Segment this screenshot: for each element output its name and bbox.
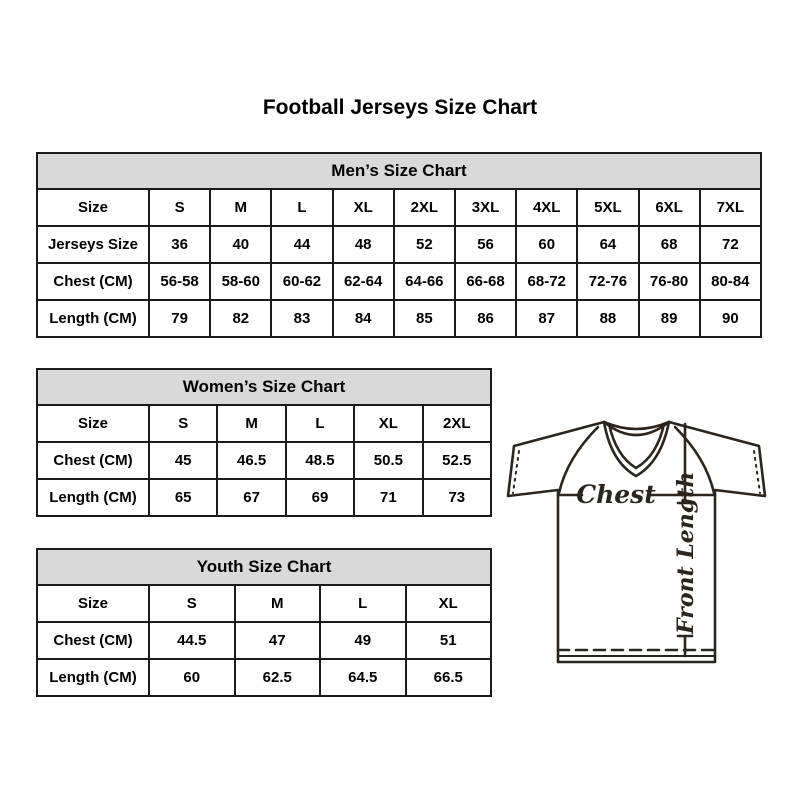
table-cell: 66.5: [406, 659, 492, 696]
table-cell: 86: [455, 300, 516, 337]
table-cell: 52.5: [423, 442, 491, 479]
mens-size-table: [36, 152, 762, 338]
table-cell: L: [286, 405, 354, 442]
table-cell: 66-68: [455, 263, 516, 300]
table-cell: 60-62: [271, 263, 332, 300]
table-row: [37, 622, 491, 659]
table-cell: 2XL: [423, 405, 491, 442]
table-cell: 7XL: [700, 189, 761, 226]
table-cell: 64.5: [320, 659, 406, 696]
row-header-cell: Jerseys Size: [37, 226, 149, 263]
front-length-label: Front Length: [673, 471, 699, 634]
table-row: [37, 263, 761, 300]
table-cell: 72-76: [577, 263, 638, 300]
table-cell: 84: [333, 300, 394, 337]
table-cell: S: [149, 585, 235, 622]
table-cell: 67: [217, 479, 285, 516]
table-cell: 87: [516, 300, 577, 337]
table-cell: 88: [577, 300, 638, 337]
row-header-cell: Size: [37, 405, 149, 442]
table-cell: 89: [639, 300, 700, 337]
table-cell: 80-84: [700, 263, 761, 300]
table-cell: 73: [423, 479, 491, 516]
table-cell: 85: [394, 300, 455, 337]
table-cell: 64-66: [394, 263, 455, 300]
table-cell: M: [235, 585, 321, 622]
table-cell: 47: [235, 622, 321, 659]
table-cell: S: [149, 189, 210, 226]
table-row: [37, 226, 761, 263]
table-cell: S: [149, 405, 217, 442]
table-cell: 79: [149, 300, 210, 337]
chest-label: Chest: [576, 480, 656, 509]
table-cell: 51: [406, 622, 492, 659]
table-cell: 68: [639, 226, 700, 263]
table-cell: 4XL: [516, 189, 577, 226]
row-header-cell: Length (CM): [37, 479, 149, 516]
table-cell: 62-64: [333, 263, 394, 300]
table-cell: 52: [394, 226, 455, 263]
table-cell: 83: [271, 300, 332, 337]
table-cell: M: [217, 405, 285, 442]
table-row: [37, 405, 491, 442]
table-cell: 65: [149, 479, 217, 516]
table-cell: 58-60: [210, 263, 271, 300]
mens-size-table-title: Men’s Size Chart: [37, 153, 761, 189]
table-cell: 48: [333, 226, 394, 263]
table-cell: 72: [700, 226, 761, 263]
table-cell: 56-58: [149, 263, 210, 300]
youth-size-table: [36, 548, 492, 697]
table-cell: 82: [210, 300, 271, 337]
table-cell: 60: [516, 226, 577, 263]
table-row: [37, 442, 491, 479]
table-cell: 64: [577, 226, 638, 263]
table-cell: 50.5: [354, 442, 422, 479]
table-cell: 76-80: [639, 263, 700, 300]
table-cell: L: [271, 189, 332, 226]
table-row: [37, 300, 761, 337]
table-row: [37, 189, 761, 226]
table-cell: 40: [210, 226, 271, 263]
table-cell: 68-72: [516, 263, 577, 300]
row-header-cell: Chest (CM): [37, 263, 149, 300]
table-row: [37, 479, 491, 516]
table-cell: XL: [333, 189, 394, 226]
table-row: [37, 659, 491, 696]
table-cell: 3XL: [455, 189, 516, 226]
page-title: Football Jerseys Size Chart: [262, 96, 538, 119]
table-cell: 2XL: [394, 189, 455, 226]
table-cell: 45: [149, 442, 217, 479]
table-cell: 48.5: [286, 442, 354, 479]
table-cell: XL: [354, 405, 422, 442]
table-cell: 69: [286, 479, 354, 516]
table-cell: XL: [406, 585, 492, 622]
row-header-cell: Size: [37, 189, 149, 226]
table-cell: 5XL: [577, 189, 638, 226]
table-cell: 6XL: [639, 189, 700, 226]
youth-size-table-title: Youth Size Chart: [37, 549, 491, 585]
table-cell: 71: [354, 479, 422, 516]
table-cell: 90: [700, 300, 761, 337]
table-cell: 46.5: [217, 442, 285, 479]
row-header-cell: Length (CM): [37, 300, 149, 337]
row-header-cell: Size: [37, 585, 149, 622]
jersey-measurement-diagram: [500, 400, 780, 695]
jersey-outline-shape: [508, 422, 765, 662]
table-row: [37, 585, 491, 622]
table-cell: 56: [455, 226, 516, 263]
row-header-cell: Chest (CM): [37, 442, 149, 479]
row-header-cell: Chest (CM): [37, 622, 149, 659]
womens-size-table-title: Women’s Size Chart: [37, 369, 491, 405]
row-header-cell: Length (CM): [37, 659, 149, 696]
table-cell: 49: [320, 622, 406, 659]
table-cell: 62.5: [235, 659, 321, 696]
table-cell: M: [210, 189, 271, 226]
table-cell: 44.5: [149, 622, 235, 659]
womens-size-table: [36, 368, 492, 517]
table-cell: 36: [149, 226, 210, 263]
table-cell: 60: [149, 659, 235, 696]
table-cell: L: [320, 585, 406, 622]
table-cell: 44: [271, 226, 332, 263]
